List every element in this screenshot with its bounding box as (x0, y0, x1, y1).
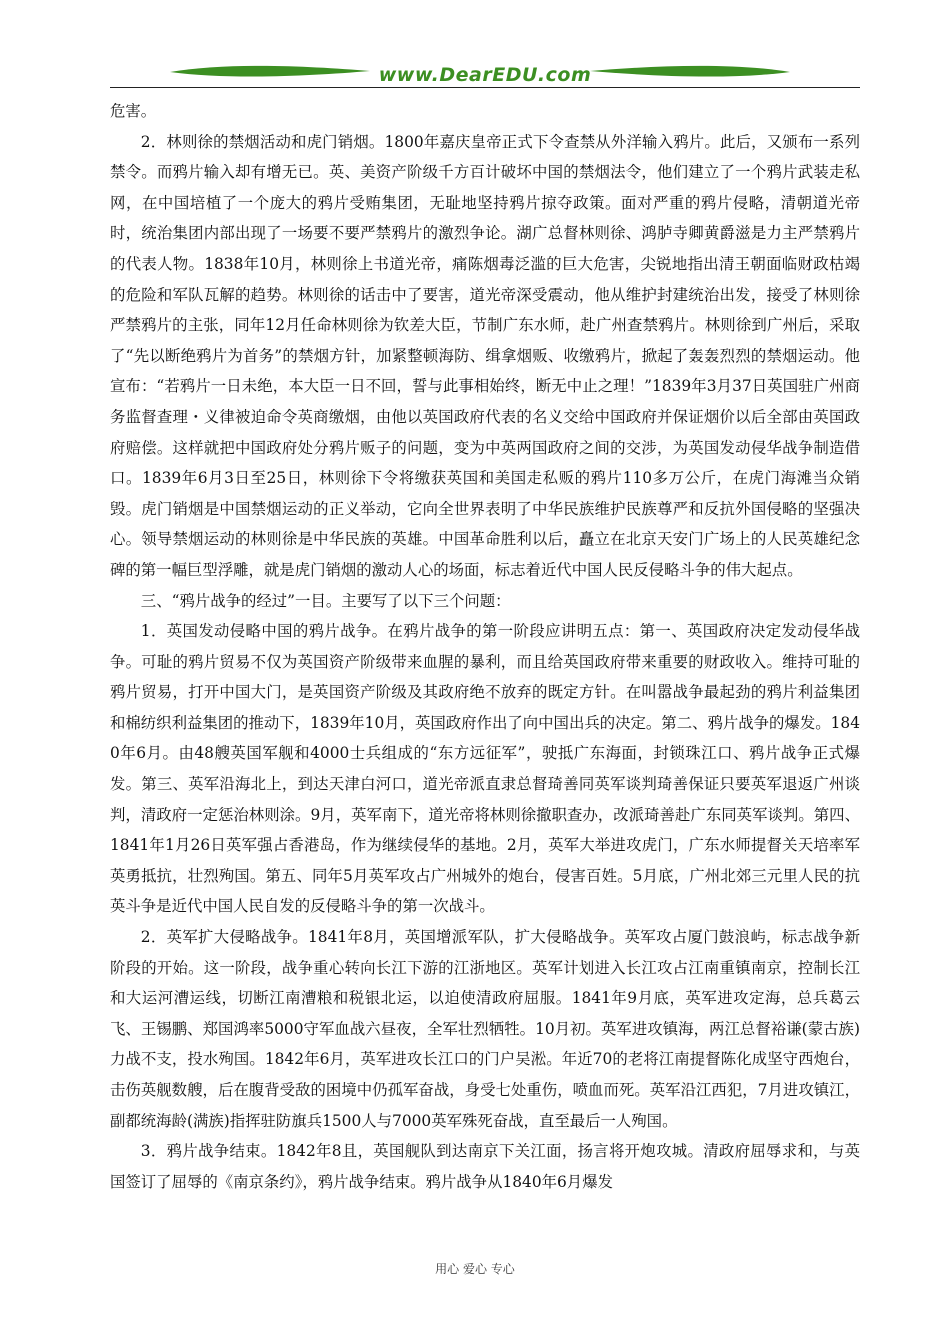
page-footer: 用心 爱心 专心 (435, 1262, 515, 1276)
document-body (110, 96, 860, 1197)
site-logo-text[interactable]: www.DearEDU.com (378, 64, 592, 86)
header-divider (110, 87, 860, 88)
paragraph-war-outbreak: 1．英国发动侵略中国的鸦片战争。在鸦片战争的第一阶段应讲明五点：第一、英国政府决定发动侵华战争。可耻的鸦片贸易不仅为英国资产阶级带来血腥的暴利，而且给英国政府带来重要的财政收入。维持可耻的鸦片贸易，打开中国大门，是英国资产阶级及其政府绝不放弃的既定方针。在叫嚣战争最起劲的鸦片利益集团和棉纺织利益集团的推动下，1839年10月，英国政府作出了向中国出兵的决定。第二、鸦片战争的爆发。1840年6月。由48艘英国军舰和4000士兵组成的“东方远征军”，驶抵广东海面，封锁珠江口、鸦片战争正式爆发。第三、英军沿海北上，到达天津白河口，道光帝派直隶总督琦善同英军谈判琦善保证只要英军退返广州谈判，清政府一定惩治林则涂。9月，英军南下，道光帝将林则徐撤职查办，改派琦善赴广东同英军谈判。第四、1841年1月26日英军强占香港岛，作为继续侵华的基地。2月，英军大举进攻虎门，广东水师提督关天培率军英勇抵抗，壮烈殉国。第五、同年5月英军攻占广州城外的炮台，侵害百姓。5月底，广州北郊三元里人民的抗英斗争是近代中国人民自发的反侵略斗争的第一次战斗。 (110, 622, 860, 916)
paragraph-continuation: 危害。 (110, 102, 157, 120)
paragraph-section-three-heading: 三、“鸦片战争的经过”一目。主要写了以下三个问题： (140, 591, 511, 610)
paragraph-war-expansion: 2．英军扩大侵略战争。1841年8月，英国增派军队，扩大侵略战争。英军攻占厦门鼓浪屿，标志战争新阶段的开始。这一阶段，战争重心转向长江下游的江浙地区。英军计划进入长江攻占江南重镇南京，控制长江和大运河漕运线，切断江南漕粮和税银北运，以迫使清政府屈服。1841年9月底，英军进攻定海，总兵葛云飞、王锡鹏、郑国鸿率5000守军血战六昼夜，全军壮烈牺牲。10月初。英军进攻镇海，两江总督裕谦(蒙古族)力战不支，投水殉国。1842年6月，英军进攻长江口的门户吴淞。年近70的老将江南提督陈化成坚守西炮台，击伤英舰数艘，后在腹背受敌的困境中仍孤军奋战，身受七处重伤，喷血而死。英军沿江西犯，7月进攻镇江，副都统海龄(满族)指挥驻防旗兵1500人与7000英军殊死奋战，直至最后一人殉国。 (110, 928, 860, 1130)
paragraph-lin-zexu-opium-ban: 2．林则徐的禁烟活动和虎门销烟。1800年嘉庆皇帝正式下令查禁从外洋输入鸦片。此后，又颁布一系列禁令。而鸦片输入却有增无已。英、美资产阶级千方百计破坏中国的禁烟法令，他们建立了一个鸦片武装走私网，在中国培植了一个庞大的鸦片受贿集团，无耻地坚持鸦片掠夺政策。面对严重的鸦片侵略，清朝道光帝时，统治集团内部出现了一场要不要严禁鸦片的激烈争论。湖广总督林则徐、鸿胪寺卿黄爵滋是力主严禁鸦片的代表人物。1838年10月，林则徐上书道光帝，痛陈烟毒泛滥的巨大危害，尖锐地指出清王朝面临财政枯竭的危险和军队瓦解的趋势。林则徐的话击中了要害，道光帝深受震动，他从维护封建统治出发，接受了林则徐严禁鸦片的主张，同年12月任命林则徐为钦差大臣，节制广东水师，赴广州查禁鸦片。林则徐到广州后，采取了“先以断绝鸦片为首务”的禁烟方针，加紧整顿海防、缉拿烟贩、收缴鸦片，掀起了轰轰烈烈的禁烟运动。他宣布：“若鸦片一日未绝，本大臣一日不回，誓与此事相始终，断无中止之理！”1839年3月37日英国驻广州商务监督查理・义律被迫命令英商缴烟，由他以英国政府代表的名义交给中国政府并保证烟价以后全部由英国政府赔偿。这样就把中国政府处分鸦片贩子的问题，变为中英两国政府之间的交涉，为英国发动侵华战争制造借口。1839年6月3日至25日，林则徐下令将缴获英国和美国走私贩的鸦片110多万公斤，在虎门海滩当众销毁。虎门销烟是中国禁烟运动的正义举动，它向全世界表明了中华民族维护民族尊严和反抗外国侵略的坚强决心。领导禁烟运动的林则徐是中华民族的英雄。中国革命胜利以后，矗立在北京天安门广场上的人民英雄纪念碑的第一幅巨型浮雕，就是虎门销烟的激动人心的场面，标志着近代中国人民反侵略斗争的伟大起点。 (110, 132, 860, 579)
paragraph-war-end: 3．鸦片战争结束。1842年8且，英国舰队到达南京下关江面，扬言将开炮攻城。清政府屈辱求和，与英国签订了屈辱的《南京条约》，鸦片战争结束。鸦片战争从1840年6月爆发 (110, 1142, 860, 1191)
